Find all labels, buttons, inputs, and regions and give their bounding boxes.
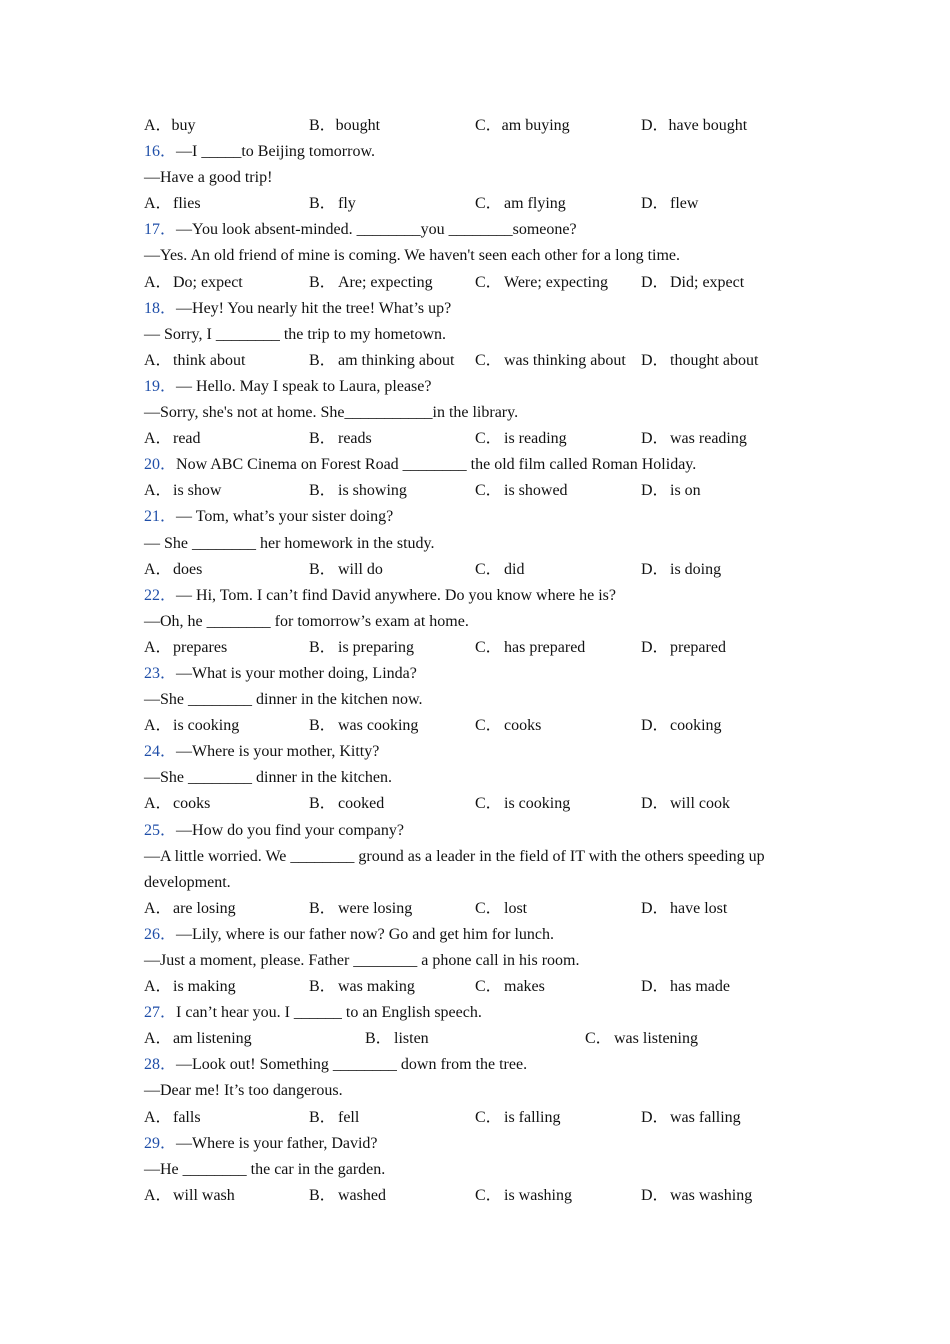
option-d xyxy=(641,1183,752,1209)
option-letter: D． xyxy=(641,1108,669,1126)
question-number: 19． xyxy=(144,377,177,395)
question-text: —Hey! You nearly hit the tree! What’s up? xyxy=(176,299,452,317)
question-text: Now ABC Cinema on Forest Road ________ the old film called Roman Holiday. xyxy=(176,456,697,474)
option-b xyxy=(309,191,356,217)
option-text: have lost xyxy=(670,899,728,917)
option-a xyxy=(144,270,243,296)
option-letter: A． xyxy=(144,482,172,500)
option-text: fell xyxy=(338,1108,360,1126)
option-text: was listening xyxy=(614,1030,698,1048)
option-text: is show xyxy=(173,482,222,500)
option-b xyxy=(309,270,433,296)
option-a xyxy=(144,1105,201,1131)
option-b xyxy=(309,557,383,583)
option-a xyxy=(144,974,236,1000)
option-letter: C． xyxy=(475,273,502,291)
option-text: thought about xyxy=(670,351,759,369)
option-c xyxy=(475,1183,572,1209)
option-text: are losing xyxy=(173,899,236,917)
option-text: think about xyxy=(173,351,246,369)
option-letter: A． xyxy=(144,273,172,291)
dialogue-line: —Sorry, she's not at home. She___________in the library. xyxy=(144,404,519,422)
option-letter: D． xyxy=(641,560,669,578)
option-text: flies xyxy=(173,195,201,213)
option-text: is washing xyxy=(504,1186,572,1204)
options-row xyxy=(144,270,804,296)
option-d xyxy=(641,270,744,296)
option-letter: B． xyxy=(309,717,336,735)
option-letter: B． xyxy=(365,1030,392,1048)
option-d xyxy=(641,191,698,217)
option-letter: B． xyxy=(309,1108,336,1126)
option-a xyxy=(144,478,221,504)
option-text: prepares xyxy=(173,638,228,656)
dialogue-line: —A little worried. We ________ ground as a leader in the field of IT with the others speeding up development. xyxy=(144,847,765,891)
option-letter: A． xyxy=(144,430,172,448)
option-c xyxy=(475,974,545,1000)
dialogue-line: —She ________ dinner in the kitchen. xyxy=(144,769,392,787)
option-text: was thinking about xyxy=(504,351,626,369)
option-text: flew xyxy=(670,195,699,213)
question-text: —What is your mother doing, Linda? xyxy=(176,664,417,682)
option-letter: A． xyxy=(144,899,172,917)
option-c xyxy=(475,426,567,452)
option-letter: C． xyxy=(475,717,502,735)
question-number: 16． xyxy=(144,143,177,161)
option-text: is cooking xyxy=(504,795,571,813)
option-c xyxy=(475,896,527,922)
option-letter: C． xyxy=(585,1030,612,1048)
options-row xyxy=(144,191,804,217)
option-letter: C． xyxy=(475,560,502,578)
question-text: —Where is your father, David? xyxy=(176,1134,378,1152)
option-letter: B． xyxy=(309,560,336,578)
option-text: cooks xyxy=(173,795,211,813)
option-letter: A． xyxy=(144,1108,172,1126)
option-letter: D． xyxy=(641,273,669,291)
option-d xyxy=(641,426,747,452)
dialogue-line: —Oh, he ________ for tomorrow’s exam at home. xyxy=(144,612,469,630)
question-stem xyxy=(144,217,804,243)
option-text: is making xyxy=(173,978,236,996)
option-letter: C． xyxy=(475,1108,502,1126)
option-text: was reading xyxy=(670,430,747,448)
option-letter: B． xyxy=(309,1186,336,1204)
options-row xyxy=(144,478,804,504)
options-row xyxy=(144,713,804,739)
question-list xyxy=(144,113,804,1209)
dialogue-line: —Just a moment, please. Father ________ a phone call in his room. xyxy=(144,952,580,969)
option-b xyxy=(309,791,384,817)
option-c: C．am buying xyxy=(475,117,570,134)
question-stem xyxy=(144,1052,804,1078)
option-letter: D． xyxy=(641,717,669,735)
option-letter: B． xyxy=(309,351,336,369)
option-letter: C． xyxy=(475,638,502,656)
option-text: cooking xyxy=(670,717,722,735)
top-options-row xyxy=(144,113,804,139)
question-number: 27． xyxy=(144,1004,177,1022)
option-text: is falling xyxy=(504,1108,561,1126)
options-row xyxy=(144,1026,804,1052)
option-letter: A． xyxy=(144,638,172,656)
option-c xyxy=(475,1105,560,1131)
option-text: am listening xyxy=(173,1030,252,1048)
option-c xyxy=(475,270,608,296)
option-text: is showing xyxy=(338,482,407,500)
option-letter: A． xyxy=(144,978,172,996)
question-stem xyxy=(144,139,804,165)
question-number: 20． xyxy=(144,456,177,474)
option-text: is on xyxy=(670,482,701,500)
option-text: was falling xyxy=(670,1108,741,1126)
option-letter: B． xyxy=(309,430,336,448)
option-a xyxy=(144,191,201,217)
option-b xyxy=(309,974,415,1000)
option-b xyxy=(309,426,372,452)
options-row xyxy=(144,896,804,922)
option-letter: A． xyxy=(144,795,172,813)
question-text: I can’t hear you. I ______ to an English speech. xyxy=(176,1004,482,1022)
option-a xyxy=(144,713,239,739)
option-a xyxy=(144,1183,235,1209)
option-text: fly xyxy=(338,195,356,213)
question-stem xyxy=(144,922,804,948)
option-text: will wash xyxy=(173,1186,235,1204)
question-stem xyxy=(144,452,804,478)
option-letter: B． xyxy=(309,482,336,500)
option-c xyxy=(475,191,566,217)
option-text: did xyxy=(504,560,525,578)
question-number: 23． xyxy=(144,664,177,682)
option-text: is doing xyxy=(670,560,722,578)
option-letter: C． xyxy=(475,899,502,917)
option-letter: C． xyxy=(475,1186,502,1204)
question-text: —You look absent-minded. ________you ________someone? xyxy=(176,221,577,239)
option-c xyxy=(475,635,585,661)
option-text: was making xyxy=(338,978,415,996)
options-row xyxy=(144,635,804,661)
question-number: 18． xyxy=(144,299,177,317)
option-letter: D． xyxy=(641,351,669,369)
option-text: is showed xyxy=(504,482,568,500)
option-d xyxy=(641,896,727,922)
option-a xyxy=(144,791,210,817)
option-letter: D． xyxy=(641,899,669,917)
question-number: 21． xyxy=(144,508,177,526)
option-letter: D． xyxy=(641,1186,669,1204)
option-text: has prepared xyxy=(504,638,586,656)
option-text: read xyxy=(173,430,201,448)
dialogue-line: — Sorry, I ________ the trip to my hometown. xyxy=(144,325,447,343)
question-stem xyxy=(144,818,804,844)
option-a xyxy=(144,426,201,452)
dialogue-line: —Have a good trip! xyxy=(144,169,273,187)
option-text: reads xyxy=(338,430,372,448)
option-text: cooked xyxy=(338,795,385,813)
option-letter: D． xyxy=(641,482,669,500)
option-text: Do; expect xyxy=(173,273,243,291)
option-d: D．have bought xyxy=(641,117,748,134)
option-c xyxy=(475,791,570,817)
option-text: Are; expecting xyxy=(338,273,433,291)
option-a xyxy=(144,557,202,583)
option-text: were losing xyxy=(338,899,413,917)
option-letter: A． xyxy=(144,717,172,735)
option-letter: C． xyxy=(475,795,502,813)
option-text: falls xyxy=(173,1108,201,1126)
option-text: was cooking xyxy=(338,717,419,735)
option-letter: B． xyxy=(309,795,336,813)
option-b xyxy=(309,713,418,739)
option-d xyxy=(641,791,730,817)
option-b xyxy=(309,478,407,504)
option-letter: D． xyxy=(641,430,669,448)
question-text: —Where is your mother, Kitty? xyxy=(176,743,380,761)
option-letter: A． xyxy=(144,1030,172,1048)
option-text: am flying xyxy=(504,195,566,213)
option-letter: A． xyxy=(144,560,172,578)
question-stem xyxy=(144,1131,804,1157)
option-d xyxy=(641,1105,741,1131)
options-row xyxy=(144,557,804,583)
option-letter: B． xyxy=(309,978,336,996)
option-text: is cooking xyxy=(173,717,240,735)
option-text: cooks xyxy=(504,717,542,735)
option-letter: B． xyxy=(309,899,336,917)
option-letter: A． xyxy=(144,195,172,213)
question-number: 29． xyxy=(144,1134,177,1152)
option-d xyxy=(641,635,726,661)
option-text: is preparing xyxy=(338,638,414,656)
dialogue-line: —She ________ dinner in the kitchen now. xyxy=(144,691,423,709)
dialogue-line: —Dear me! It’s too dangerous. xyxy=(144,1082,343,1100)
option-d xyxy=(641,348,758,374)
dialogue-line: —He ________ the car in the garden. xyxy=(144,1160,386,1178)
option-letter: B． xyxy=(309,273,336,291)
question-stem xyxy=(144,583,804,609)
option-text: makes xyxy=(504,978,545,996)
option-letter: B． xyxy=(309,195,336,213)
question-text: — Hi, Tom. I can’t find David anywhere. Do you know where he is? xyxy=(176,586,616,604)
option-letter: D． xyxy=(641,195,669,213)
option-letter: C． xyxy=(475,978,502,996)
option-d xyxy=(641,713,722,739)
option-b xyxy=(309,635,414,661)
option-letter: D． xyxy=(641,795,669,813)
option-c xyxy=(475,478,568,504)
options-row xyxy=(144,348,804,374)
option-letter: C． xyxy=(475,430,502,448)
options-row xyxy=(144,426,804,452)
question-text: —I _____to Beijing tomorrow. xyxy=(176,143,375,161)
question-text: —Look out! Something ________ down from the tree. xyxy=(176,1056,528,1074)
question-stem xyxy=(144,504,804,530)
question-number: 25． xyxy=(144,821,177,839)
option-text: washed xyxy=(338,1186,386,1204)
option-c xyxy=(475,557,524,583)
question-text: — Hello. May I speak to Laura, please? xyxy=(176,377,432,395)
option-d xyxy=(641,478,701,504)
option-text: am thinking about xyxy=(338,351,455,369)
option-b xyxy=(309,348,454,374)
option-text: will do xyxy=(338,560,383,578)
question-number: 22． xyxy=(144,586,177,604)
option-text: listen xyxy=(394,1030,429,1048)
question-stem xyxy=(144,296,804,322)
question-text: — Tom, what’s your sister doing? xyxy=(176,508,394,526)
question-text: —Lily, where is our father now? Go and get him for lunch. xyxy=(176,925,554,943)
options-row xyxy=(144,1105,804,1131)
option-letter: B． xyxy=(309,638,336,656)
option-a: A．buy xyxy=(144,117,196,134)
options-row xyxy=(144,974,804,1000)
question-number: 26． xyxy=(144,925,177,943)
option-a xyxy=(144,635,227,661)
option-letter: A． xyxy=(144,351,172,369)
question-stem xyxy=(144,1000,804,1026)
option-letter: A． xyxy=(144,1186,172,1204)
options-row xyxy=(144,791,804,817)
dialogue-line: — She ________ her homework in the study. xyxy=(144,534,435,552)
option-text: was washing xyxy=(670,1186,753,1204)
option-text: Were; expecting xyxy=(504,273,608,291)
option-c xyxy=(585,1026,698,1052)
question-stem xyxy=(144,661,804,687)
option-b xyxy=(365,1026,429,1052)
question-number: 28． xyxy=(144,1056,177,1074)
option-letter: D． xyxy=(641,638,669,656)
option-a xyxy=(144,896,236,922)
option-text: has made xyxy=(670,978,730,996)
option-letter: C． xyxy=(475,195,502,213)
question-stem xyxy=(144,739,804,765)
option-d xyxy=(641,557,721,583)
option-letter: C． xyxy=(475,482,502,500)
option-d xyxy=(641,974,730,1000)
option-c xyxy=(475,348,626,374)
question-number: 17． xyxy=(144,221,177,239)
option-text: will cook xyxy=(670,795,730,813)
option-c xyxy=(475,713,541,739)
dialogue-line: —Yes. An old friend of mine is coming. We haven't seen each other for a long time. xyxy=(144,247,680,265)
option-text: Did; expect xyxy=(670,273,745,291)
option-text: prepared xyxy=(670,638,726,656)
option-letter: C． xyxy=(475,351,502,369)
question-text: —How do you find your company? xyxy=(176,821,404,839)
option-letter: D． xyxy=(641,978,669,996)
option-b xyxy=(309,1183,386,1209)
option-text: lost xyxy=(504,899,528,917)
option-text: is reading xyxy=(504,430,567,448)
options-row xyxy=(144,1183,804,1209)
option-b xyxy=(309,1105,359,1131)
question-stem xyxy=(144,374,804,400)
question-number: 24． xyxy=(144,743,177,761)
option-b xyxy=(309,896,412,922)
option-b: B．bought xyxy=(309,117,381,134)
option-a xyxy=(144,348,245,374)
option-a xyxy=(144,1026,252,1052)
option-text: does xyxy=(173,560,203,578)
